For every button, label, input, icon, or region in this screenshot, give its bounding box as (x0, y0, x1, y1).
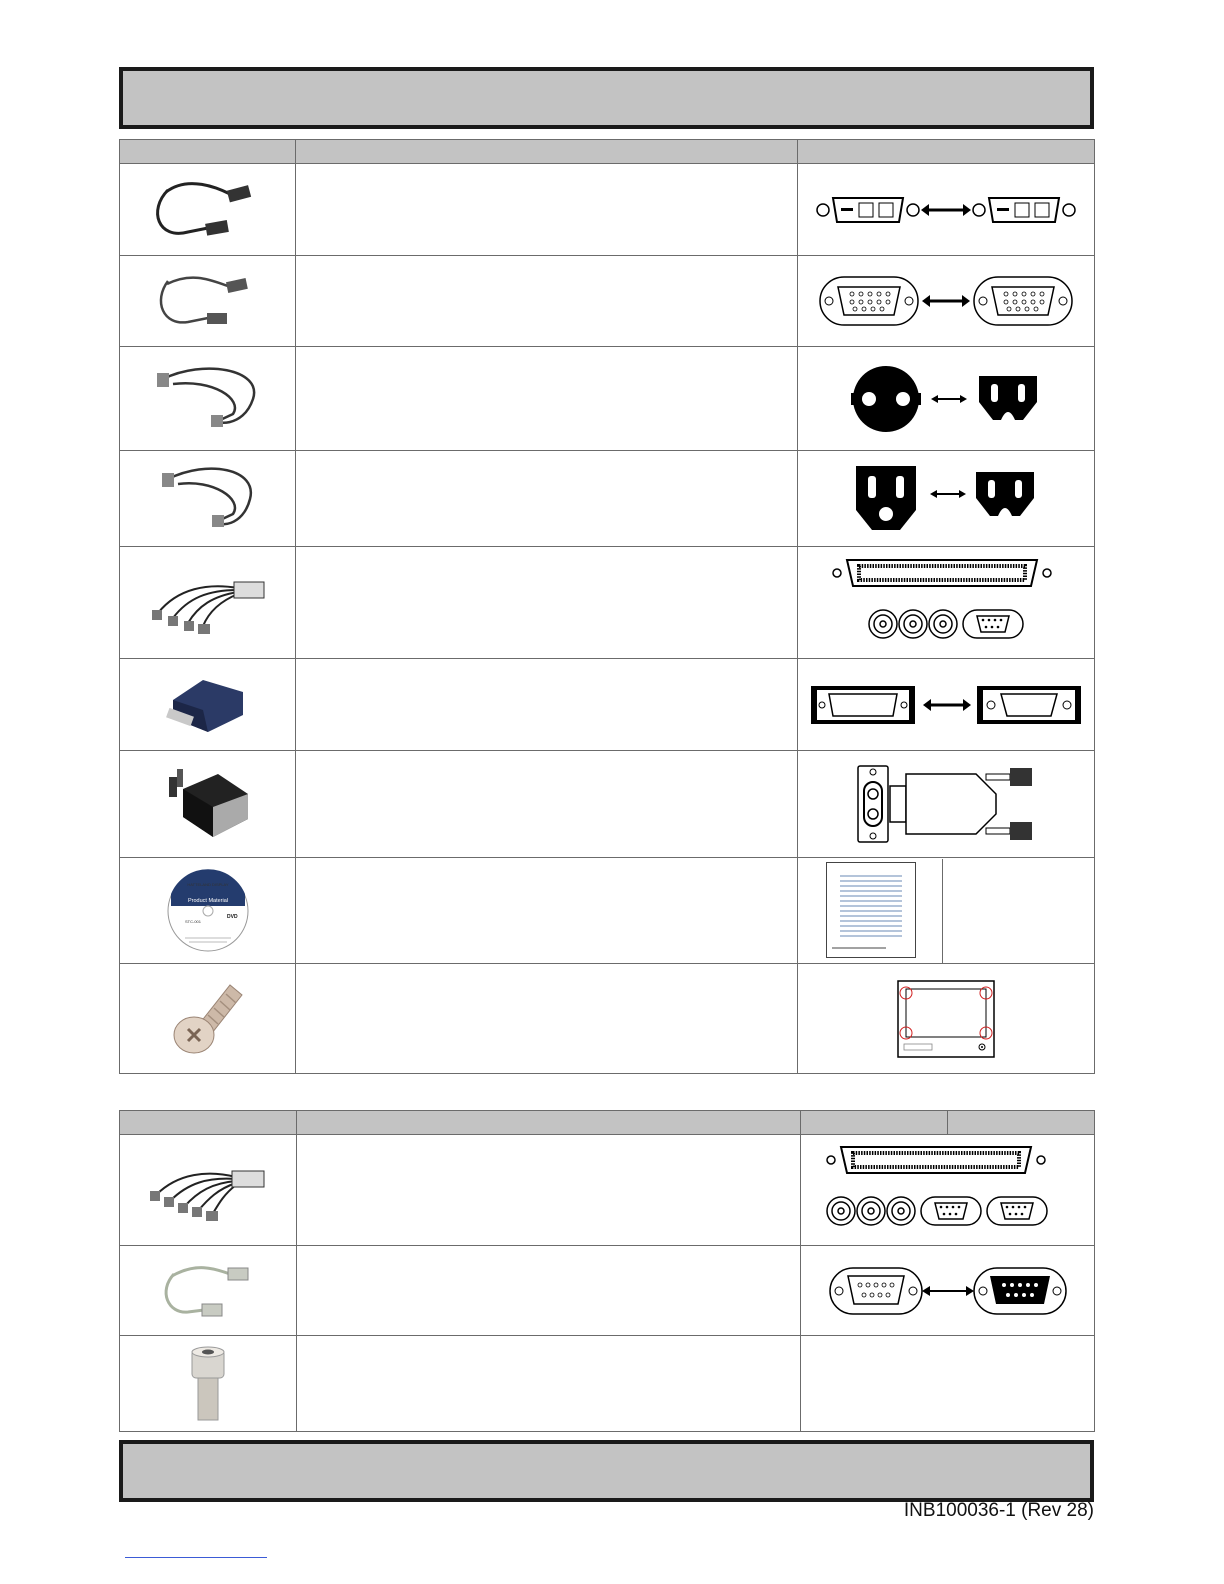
table-row (120, 451, 1095, 547)
breakout-cable-serial-photo (120, 1135, 297, 1246)
table-row (120, 751, 1095, 858)
mounting-screw-photo (120, 964, 296, 1074)
us-power-connector-diagram (798, 451, 1095, 547)
screw-positions-diagram (798, 964, 1095, 1074)
top-banner (119, 67, 1094, 129)
display-screw-positions-icon (896, 979, 996, 1059)
dvi-vga-adapter-diagram (798, 659, 1095, 751)
footer-link-underline[interactable] (125, 1557, 267, 1558)
breakout-cable-icon (148, 568, 268, 638)
optional-parts-table (119, 1110, 1095, 1432)
vga-cable-icon (153, 266, 263, 336)
col-header-connector (798, 140, 1095, 164)
socket-screw-diagram-cell (801, 1336, 1095, 1432)
us-power-cord-photo (120, 451, 296, 547)
table-row (120, 347, 1095, 451)
dvi-vga-adapter-description (296, 659, 798, 751)
dc-power-connector-diagram (798, 751, 1095, 858)
socket-screw-description (297, 1336, 801, 1432)
table-row (120, 547, 1095, 659)
socket-screw-photo (120, 1336, 297, 1432)
mounting-screw-description (296, 964, 798, 1074)
standard-parts-table (119, 139, 1095, 1074)
breakout-cable-description (296, 547, 798, 659)
table-row (120, 659, 1095, 751)
dc-power-connector-photo (120, 751, 296, 858)
dc-power-connector-icon (163, 759, 253, 849)
document-reference: INB100036-1 (Rev 28) (903, 1500, 1094, 1521)
eu-power-connector-diagram (798, 347, 1095, 451)
dc-power-plug-icon (856, 764, 1036, 844)
socket-screw-icon (178, 1344, 238, 1424)
vga-cable-photo (120, 256, 296, 347)
col-header-image (120, 140, 296, 164)
dvi-connector-icon (815, 190, 1077, 230)
serial-connector-diagram (801, 1246, 1095, 1336)
vga-cable-description (296, 256, 798, 347)
dvd-media: DVD (226, 913, 238, 920)
vga-connector-icon (818, 275, 1074, 327)
eu-power-plug-icon (851, 364, 1041, 434)
dvi-vga-adapter-connector-icon (809, 684, 1083, 726)
eu-power-cord-icon (153, 359, 263, 439)
col-header-description (297, 1111, 801, 1135)
breakout-cable-serial-description (297, 1135, 801, 1246)
table-row (120, 964, 1095, 1074)
breakout-cable-photo (120, 547, 296, 659)
table-row (120, 1246, 1095, 1336)
dvi-connector-diagram (798, 164, 1095, 256)
product-material-dvd-description (296, 858, 798, 964)
dc-power-connector-description (296, 751, 798, 858)
breakout-serial-connector-icon (823, 1145, 1073, 1235)
serial-cable-description (297, 1246, 801, 1336)
dvd-code: STC-001 (184, 918, 201, 924)
quick-guide-thumbnail (798, 859, 943, 963)
product-material-doc-cell (798, 858, 1095, 964)
col-header-connector (801, 1111, 948, 1135)
breakout-connector-icon (831, 558, 1061, 648)
dvi-vga-adapter-icon (163, 670, 253, 740)
bottom-banner (119, 1440, 1094, 1502)
table-row (120, 858, 1095, 964)
vga-connector-diagram (798, 256, 1095, 347)
col-header-extra (948, 1111, 1095, 1135)
table-header-row (120, 1111, 1095, 1135)
serial-cable-icon (158, 1256, 258, 1326)
table-row (120, 164, 1095, 256)
serial-connector-icon (828, 1266, 1068, 1316)
dvi-cable-description (296, 164, 798, 256)
eu-power-cord-photo (120, 347, 296, 451)
table-row (120, 1336, 1095, 1432)
serial-cable-photo (120, 1246, 297, 1336)
eu-power-cord-description (296, 347, 798, 451)
breakout-connector-diagram (798, 547, 1095, 659)
us-power-cord-icon (158, 459, 258, 539)
breakout-serial-cable-icon (148, 1155, 268, 1225)
screw-icon (168, 979, 248, 1059)
product-material-dvd-photo (120, 858, 296, 964)
document-sheet-icon (826, 862, 916, 958)
dvi-vga-adapter-photo (120, 659, 296, 751)
table-header-row (120, 140, 1095, 164)
us-power-plug-icon (854, 464, 1038, 534)
us-power-cord-description (296, 451, 798, 547)
empty-doc-cell (943, 859, 1094, 963)
dvd-title: Product Material (187, 897, 228, 904)
dvi-cable-icon (148, 170, 268, 250)
dvi-cable-photo (120, 164, 296, 256)
table-row (120, 1135, 1095, 1246)
dvd-brand: HATTELAND DISPLAY (186, 881, 229, 887)
col-header-description (296, 140, 798, 164)
table-row (120, 256, 1095, 347)
dvd-disc-icon (163, 866, 253, 956)
breakout-serial-connector-diagram (801, 1135, 1095, 1246)
col-header-image (120, 1111, 297, 1135)
